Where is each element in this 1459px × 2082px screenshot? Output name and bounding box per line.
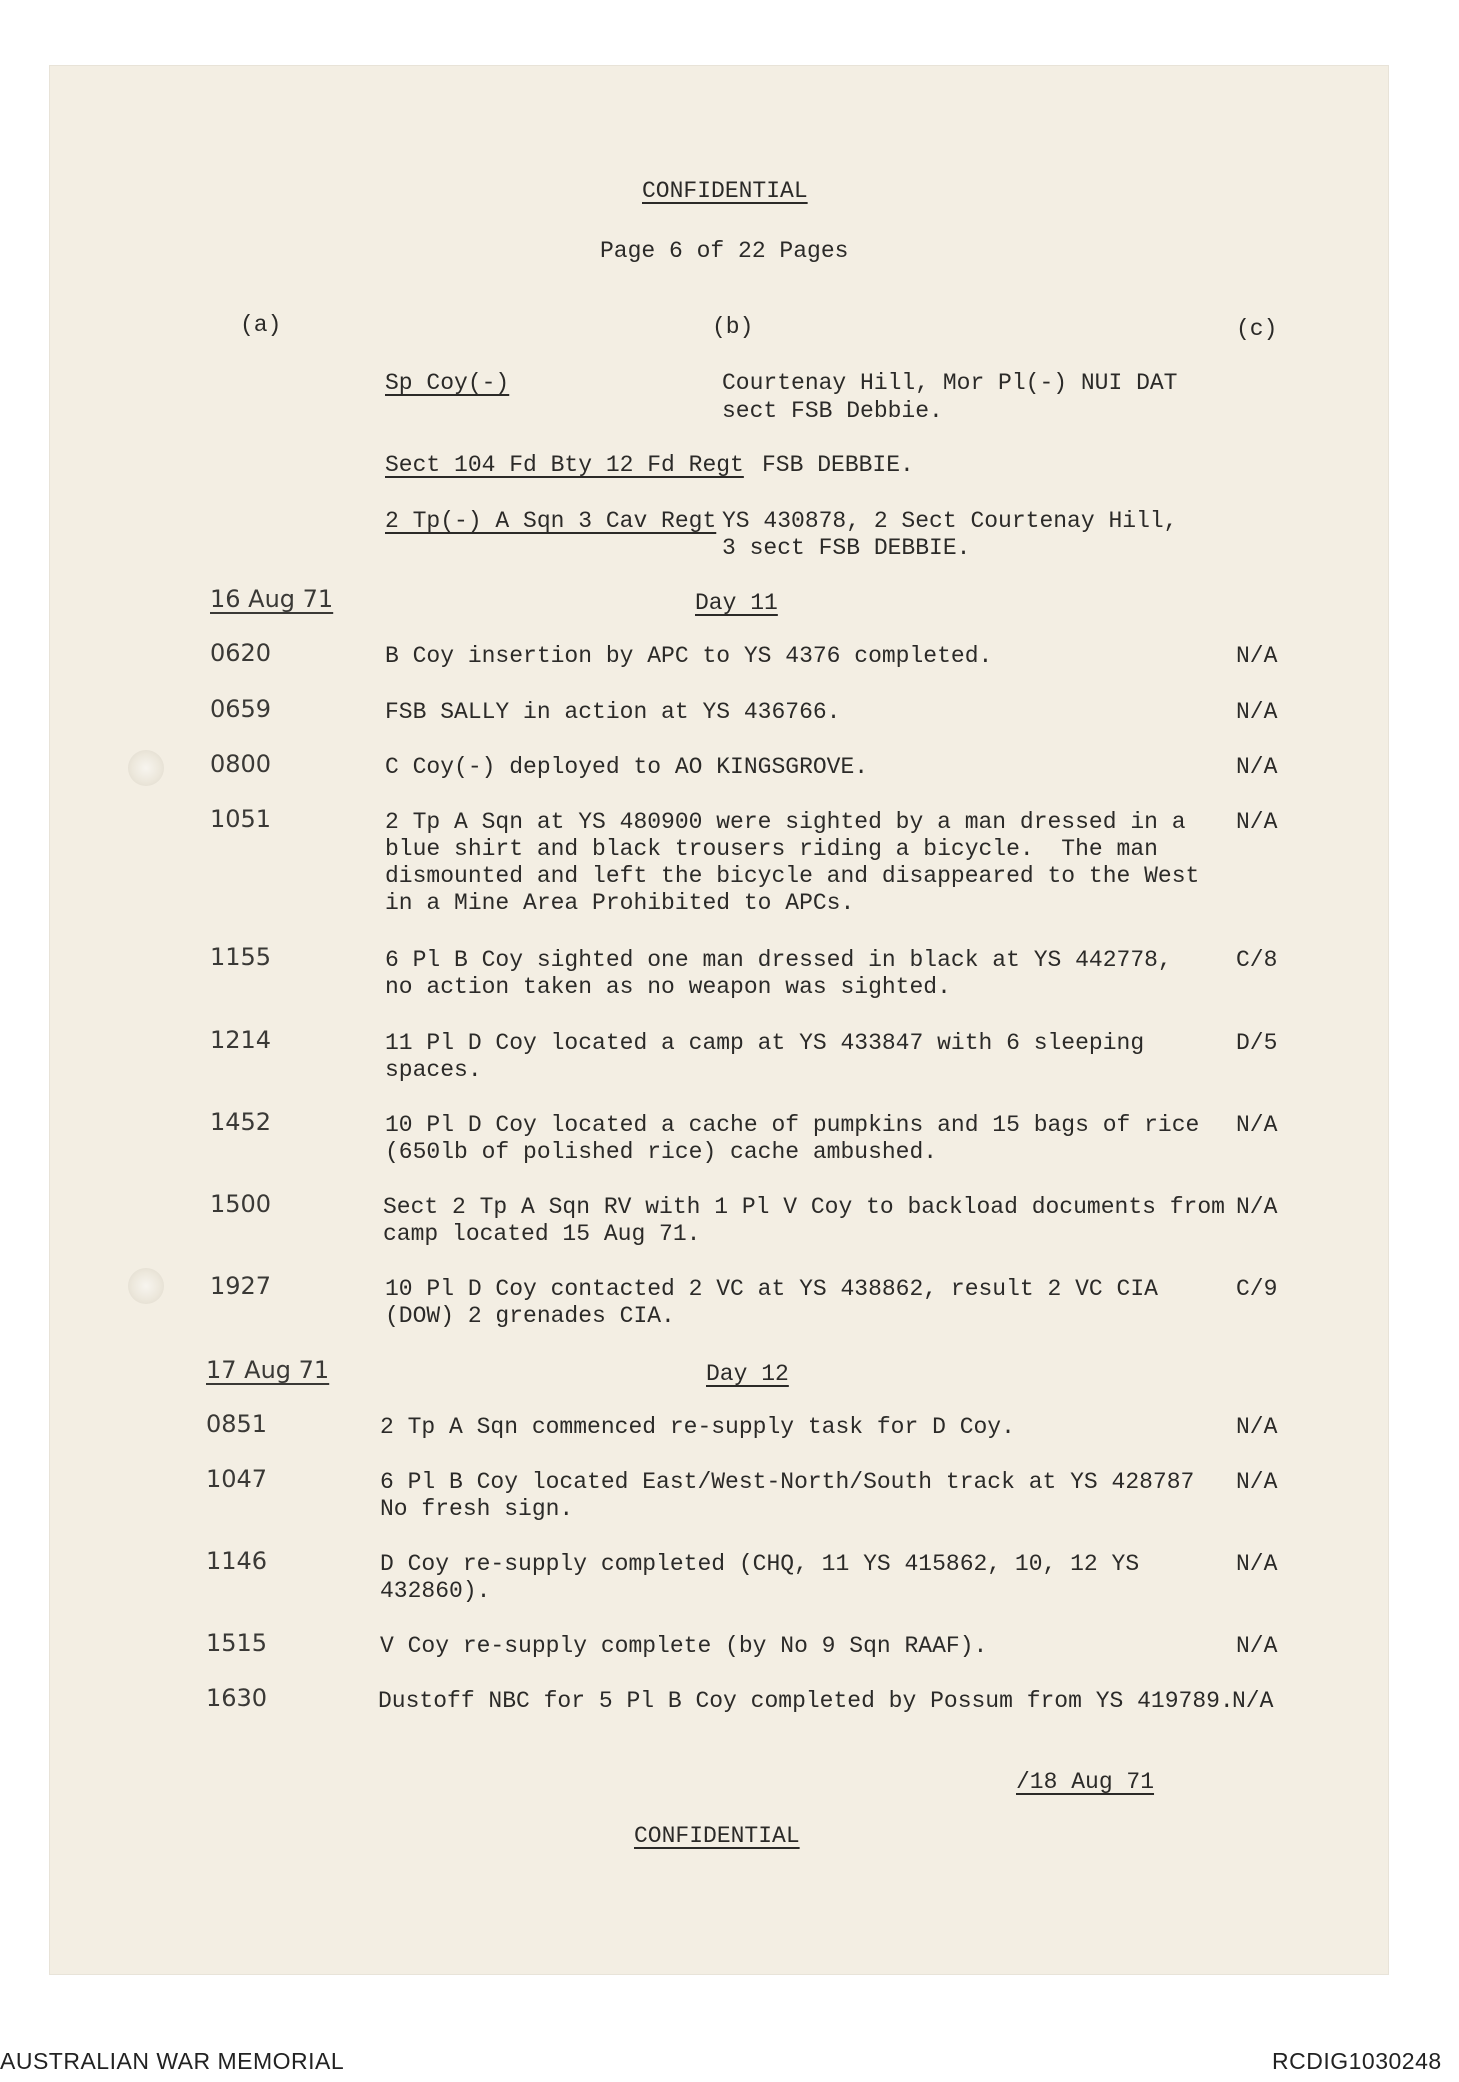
- log-text: camp located 15 Aug 71.: [383, 1221, 701, 1247]
- unit-location: FSB DEBBIE.: [762, 452, 914, 478]
- log-time: 1146: [206, 1547, 268, 1575]
- log-ref: N/A: [1236, 1414, 1278, 1440]
- log-time: 0659: [210, 695, 272, 723]
- log-time: 0851: [206, 1410, 268, 1438]
- log-text: 11 Pl D Coy located a camp at YS 433847 with 6 sleeping: [385, 1030, 1145, 1056]
- unit-location: YS 430878, 2 Sect Courtenay Hill,: [722, 508, 1178, 534]
- header-classification: CONFIDENTIAL: [642, 178, 808, 204]
- log-time: 1155: [210, 943, 272, 971]
- log-time: 1500: [210, 1190, 272, 1218]
- log-time: 0800: [210, 750, 272, 778]
- column-label-c: (c): [1236, 316, 1278, 342]
- log-text: C Coy(-) deployed to AO KINGSGROVE.: [385, 754, 869, 780]
- log-text: 432860).: [380, 1578, 491, 1604]
- log-text: 6 Pl B Coy located East/West-North/South track at YS 428787: [380, 1469, 1195, 1495]
- log-text: (650lb of polished rice) cache ambushed.: [385, 1139, 938, 1165]
- page-number: Page 6 of 22 Pages: [600, 238, 849, 264]
- log-ref: N/A: [1236, 809, 1278, 835]
- archive-credit: AUSTRALIAN WAR MEMORIAL: [0, 2048, 345, 2074]
- log-ref: N/A: [1236, 754, 1278, 780]
- log-text: in a Mine Area Prohibited to APCs.: [385, 890, 855, 916]
- log-ref: C/9: [1236, 1276, 1278, 1302]
- day-heading: Day 11: [695, 590, 778, 616]
- log-time: 1630: [206, 1684, 268, 1712]
- log-time: 1515: [206, 1629, 268, 1657]
- log-text: dismounted and left the bicycle and disappeared to the West: [385, 863, 1200, 889]
- log-text: No fresh sign.: [380, 1496, 574, 1522]
- log-ref: N/A: [1232, 1688, 1274, 1714]
- log-text: Dustoff NBC for 5 Pl B Coy completed by Possum from YS 419789.: [378, 1688, 1234, 1714]
- footer-classification: CONFIDENTIAL: [634, 1823, 800, 1849]
- log-text: 10 Pl D Coy located a cache of pumpkins and 15 bags of rice: [385, 1112, 1200, 1138]
- unit-name: Sp Coy(-): [385, 370, 510, 396]
- log-text: 2 Tp A Sqn at YS 480900 were sighted by a man dressed in a: [385, 809, 1186, 835]
- unit-location: sect FSB Debbie.: [722, 398, 943, 424]
- log-text: spaces.: [385, 1057, 482, 1083]
- unit-location: Courtenay Hill, Mor Pl(-) NUI DAT: [722, 370, 1178, 396]
- log-text: FSB SALLY in action at YS 436766.: [385, 699, 841, 725]
- log-ref: N/A: [1236, 1469, 1278, 1495]
- log-ref: C/8: [1236, 947, 1278, 973]
- log-ref: N/A: [1236, 1633, 1278, 1659]
- punch-hole: [128, 1268, 164, 1304]
- log-text: 6 Pl B Coy sighted one man dressed in black at YS 442778,: [385, 947, 1172, 973]
- log-ref: N/A: [1236, 699, 1278, 725]
- entry-date: 16 Aug 71: [210, 585, 334, 613]
- log-text: blue shirt and black trousers riding a bicycle. The man: [385, 836, 1158, 862]
- log-text: 10 Pl D Coy contacted 2 VC at YS 438862, result 2 VC CIA: [385, 1276, 1158, 1302]
- unit-name: Sect 104 Fd Bty 12 Fd Regt: [385, 452, 744, 478]
- log-time: 1051: [210, 805, 272, 833]
- log-time: 1214: [210, 1026, 272, 1054]
- log-text: Sect 2 Tp A Sqn RV with 1 Pl V Coy to backload documents from: [383, 1194, 1225, 1220]
- log-time: 1927: [210, 1272, 272, 1300]
- log-text: D Coy re-supply completed (CHQ, 11 YS 415862, 10, 12 YS: [380, 1551, 1140, 1577]
- log-ref: N/A: [1236, 1551, 1278, 1577]
- log-text: 2 Tp A Sqn commenced re-supply task for D Coy.: [380, 1414, 1015, 1440]
- log-ref: N/A: [1236, 1194, 1278, 1220]
- log-text: V Coy re-supply complete (by No 9 Sqn RAAF).: [380, 1633, 988, 1659]
- archive-reference: RCDIG1030248: [1272, 2048, 1442, 2074]
- log-time: 0620: [210, 639, 272, 667]
- log-text: no action taken as no weapon was sighted.: [385, 974, 951, 1000]
- log-time: 1047: [206, 1465, 268, 1493]
- log-text: B Coy insertion by APC to YS 4376 completed.: [385, 643, 993, 669]
- log-time: 1452: [210, 1108, 272, 1136]
- entry-date: 17 Aug 71: [206, 1356, 330, 1384]
- log-ref: N/A: [1236, 1112, 1278, 1138]
- unit-location: 3 sect FSB DEBBIE.: [722, 535, 971, 561]
- log-ref: D/5: [1236, 1030, 1278, 1056]
- unit-name: 2 Tp(-) A Sqn 3 Cav Regt: [385, 508, 717, 534]
- day-heading: Day 12: [706, 1361, 789, 1387]
- log-ref: N/A: [1236, 643, 1278, 669]
- continuation-marker: /18 Aug 71: [1016, 1769, 1155, 1795]
- punch-hole: [128, 750, 164, 786]
- log-text: (DOW) 2 grenades CIA.: [385, 1303, 675, 1329]
- column-label-b: (b): [712, 314, 754, 340]
- column-label-a: (a): [240, 312, 282, 338]
